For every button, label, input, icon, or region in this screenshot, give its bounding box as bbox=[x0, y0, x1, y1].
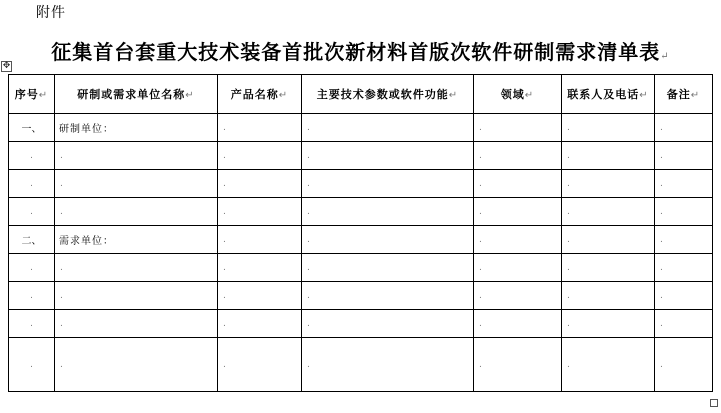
title-text: 征集首台套重大技术装备首批次新材料首版次软件研制需求清单表 bbox=[51, 40, 661, 64]
table-cell[interactable]: . bbox=[474, 114, 562, 142]
table-cell[interactable]: . bbox=[55, 310, 218, 338]
section-index[interactable]: 一、 bbox=[9, 114, 55, 142]
section-row-developer bbox=[9, 114, 713, 142]
table-cell[interactable]: . bbox=[655, 282, 713, 310]
col-header-tech-params[interactable]: 主要技术参数或软件功能↵ bbox=[302, 75, 474, 114]
table-cell[interactable]: . bbox=[562, 114, 655, 142]
table-cell[interactable]: . bbox=[562, 142, 655, 170]
table-cell[interactable]: . bbox=[55, 338, 218, 392]
table-row bbox=[9, 254, 713, 282]
document-title bbox=[0, 36, 721, 65]
table-cell[interactable]: . bbox=[474, 282, 562, 310]
table-cell[interactable]: . bbox=[9, 198, 55, 226]
table-cell[interactable]: . bbox=[474, 254, 562, 282]
table-header-row bbox=[9, 75, 713, 114]
table-cell[interactable]: . bbox=[474, 310, 562, 338]
table-cell[interactable]: . bbox=[302, 254, 474, 282]
table-cell[interactable]: . bbox=[9, 142, 55, 170]
table-cell[interactable]: . bbox=[302, 142, 474, 170]
table-cell[interactable]: . bbox=[655, 338, 713, 392]
table-cell[interactable]: . bbox=[218, 142, 302, 170]
col-header-product-name[interactable]: 产品名称↵ bbox=[218, 75, 302, 114]
section-row-demand bbox=[9, 226, 713, 254]
table-row bbox=[9, 282, 713, 310]
col-header-remarks[interactable]: 备注↵ bbox=[655, 75, 713, 114]
table-cell[interactable]: . bbox=[55, 282, 218, 310]
table-cell[interactable]: . bbox=[9, 170, 55, 198]
table-cell[interactable]: . bbox=[474, 198, 562, 226]
table-cell[interactable]: . bbox=[302, 226, 474, 254]
col-header-field[interactable]: 领域↵ bbox=[474, 75, 562, 114]
table-cell[interactable]: . bbox=[218, 170, 302, 198]
table-cell[interactable]: . bbox=[474, 226, 562, 254]
paragraph-mark: ↵ bbox=[660, 51, 670, 62]
table-cell[interactable]: . bbox=[218, 114, 302, 142]
table-row bbox=[9, 338, 713, 392]
table-cell[interactable]: . bbox=[9, 282, 55, 310]
table-cell[interactable]: . bbox=[302, 282, 474, 310]
table-row bbox=[9, 310, 713, 338]
attachment-label: 附件 bbox=[36, 5, 66, 21]
requirements-table bbox=[8, 74, 713, 392]
table-cell[interactable]: . bbox=[655, 170, 713, 198]
col-header-unit-name[interactable]: 研制或需求单位名称↵ bbox=[55, 75, 218, 114]
col-header-contact[interactable]: 联系人及电话↵ bbox=[562, 75, 655, 114]
table-cell[interactable]: . bbox=[655, 198, 713, 226]
table-cell[interactable]: . bbox=[218, 310, 302, 338]
section-label[interactable]: 研制单位： bbox=[55, 114, 218, 142]
table-row bbox=[9, 198, 713, 226]
table-cell[interactable]: . bbox=[474, 142, 562, 170]
table-cell[interactable]: . bbox=[562, 198, 655, 226]
table-cell[interactable]: . bbox=[302, 338, 474, 392]
table-cell[interactable]: . bbox=[302, 198, 474, 226]
table-cell[interactable]: . bbox=[655, 254, 713, 282]
table-cell[interactable]: . bbox=[218, 198, 302, 226]
table-cell[interactable]: . bbox=[655, 226, 713, 254]
table-cell[interactable]: . bbox=[218, 226, 302, 254]
col-header-index[interactable]: 序号↵ bbox=[9, 75, 55, 114]
table-cell[interactable]: . bbox=[302, 310, 474, 338]
table-cell[interactable]: . bbox=[562, 170, 655, 198]
table-cell[interactable]: . bbox=[474, 338, 562, 392]
table-row bbox=[9, 170, 713, 198]
table-cell[interactable]: . bbox=[562, 282, 655, 310]
table-cell[interactable]: . bbox=[9, 310, 55, 338]
table-cell[interactable]: . bbox=[655, 142, 713, 170]
table-cell[interactable]: . bbox=[562, 310, 655, 338]
table-cell[interactable]: . bbox=[302, 170, 474, 198]
table-row bbox=[9, 142, 713, 170]
table-cell[interactable]: . bbox=[9, 338, 55, 392]
table-cell[interactable]: . bbox=[562, 254, 655, 282]
table-cell[interactable]: . bbox=[218, 282, 302, 310]
table-cell[interactable]: . bbox=[302, 114, 474, 142]
table-cell[interactable]: . bbox=[474, 170, 562, 198]
table-cell[interactable]: . bbox=[9, 254, 55, 282]
section-index[interactable]: 二、 bbox=[9, 226, 55, 254]
table-cell[interactable]: . bbox=[55, 170, 218, 198]
table-cell[interactable]: . bbox=[218, 254, 302, 282]
table-cell[interactable]: . bbox=[55, 142, 218, 170]
table-cell[interactable]: . bbox=[55, 198, 218, 226]
section-label[interactable]: 需求单位： bbox=[55, 226, 218, 254]
table-cell[interactable]: . bbox=[562, 338, 655, 392]
table-cell[interactable]: . bbox=[562, 226, 655, 254]
table-move-handle-icon[interactable]: ✥ bbox=[2, 61, 11, 71]
table-resize-handle[interactable] bbox=[710, 399, 718, 407]
table-cell[interactable]: . bbox=[655, 310, 713, 338]
table-cell[interactable]: . bbox=[218, 338, 302, 392]
table-cell[interactable]: . bbox=[655, 114, 713, 142]
table-cell[interactable]: . bbox=[55, 254, 218, 282]
